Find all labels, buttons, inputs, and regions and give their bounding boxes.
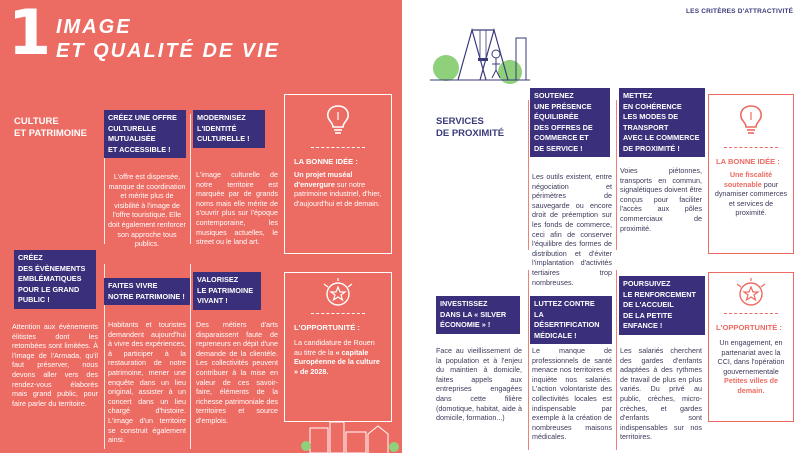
tag-medical-desert: LUTTEZ CONTRE LA DÉSERTIFICATION MÉDICALE ! — [530, 296, 612, 344]
good-idea-text: Un projet muséal d'envergure sur notre patrimoine industriel, d'hier, d'aujourd'hui et de demain. — [294, 170, 382, 208]
divider — [616, 100, 617, 250]
opportunity-title: L'OPPORTUNITÉ : — [294, 323, 360, 332]
right-section-title: SERVICES DE PROXIMITÉ — [436, 116, 505, 139]
tag-early-childhood: POURSUIVEZ LE RENFORCEMENT DE L'ACCUEIL DE LA PETITE ENFANCE ! — [619, 276, 705, 335]
divider — [190, 114, 191, 244]
lightbulb-icon — [735, 102, 767, 138]
text-commerce-tools: Les outils existent, entre négociation et périmètres de sauvegarde ou encore droit de préemption sur les fonds de commerce, ceci afin de conserver l'équilibre des formes de distribution et d'éviter l'implantation d'activités tertiaires trop nombreuses. — [532, 172, 612, 287]
left-section-title: CULTURE ET PATRIMOINE — [14, 116, 88, 139]
text-events: Attention aux évènements élitistes dont les retombées sont limitées. À l'image de l'Armada, qu'il faut préserver, nous devons aller vers des rendez-vous élaborés mais grand public, pour faire parler du territoire. — [12, 322, 98, 408]
top-right-label: LES CRITÈRES D'ATTRACTIVITÉ — [686, 8, 794, 15]
tag-living-heritage: VALORISEZ LE PATRIMOINE VIVANT ! — [193, 272, 261, 310]
title-line-2: ET QUALITÉ DE VIE — [56, 40, 281, 62]
star-icon — [733, 278, 769, 310]
playground-illustration — [430, 18, 530, 86]
tag-heritage-alive: FAITES VIVRE NOTRE PATRIMOINE ! — [104, 278, 190, 305]
cityscape-illustration — [300, 420, 400, 453]
good-idea-text-right: Une fiscalité soutenable pour dynamiser commerces et services de proximité. — [714, 170, 788, 218]
tag-silver-economy: INVESTISSEZ DANS LA « SILVER ÉCONOMIE » ! — [436, 296, 520, 334]
divider — [190, 264, 191, 449]
good-idea-title: LA BONNE IDÉE : — [294, 157, 358, 166]
divider — [528, 270, 529, 450]
tag-create-cultural-offer: CRÉEZ UNE OFFRE CULTURELLE MUTUALISÉE ET ACCESSIBLE ! — [104, 110, 186, 158]
divider — [616, 270, 617, 450]
text-transport: Voies piétonnes, transports en commun, signalétiques doivent être conçus pour faciliter l'accès aux pôles commerciaux de proximité. — [620, 166, 702, 233]
opportunity-text: La candidature de Rouen au titre de la « capitale Européenne de la culture » de 2028. — [294, 338, 380, 376]
text-heritage: Habitants et touristes demandent aujourd'hui à vivre des expériences, à participer à la restauration de notre patrimoine, mener une enquête dans un lieu original, assister à un concert dans un lieu chargé d'histoire. L'image d'un territoire se construit également ainsi. — [108, 320, 186, 445]
opportunity-title-right: L'OPPORTUNITÉ : — [716, 323, 782, 332]
tag-support-commerce: SOUTENEZ UNE PRÉSENCE ÉQUILIBRÉE DES OFFRES DE COMMERCE ET DE SERVICE ! — [530, 88, 610, 157]
text-cultural-offer: L'offre est dispersée, manque de coordination et mérite plus de visibilité à l'image de l'offre touristique. Elle doit également renforcer son approche tous publics. — [108, 172, 186, 249]
text-silver-economy: Face au vieillissement de la population et à l'enjeu du maintien à domicile, faites appels aux entreprises engagées dans cette filière (domotique, habitat, aide à domicile, formation...) — [436, 346, 522, 423]
title-line-1: IMAGE — [56, 16, 132, 38]
star-icon — [320, 278, 356, 310]
divider — [528, 100, 529, 250]
chapter-number: 1 — [8, 0, 52, 69]
text-cultural-identity: L'image culturelle de notre territoire est marquée par de grands noms mais elle mérite de s'ouvrir plus sur l'époque contemporaine, les musiques actuelles, le street ou le land art. — [196, 170, 278, 247]
text-childcare: Les salariés cherchent des gardes d'enfants adaptées à des rythmes de travail de plus en plus variés. Du privé au public, crèches, micro-crèches, et gardes d'enfants sont indispensables sur nos territoires. — [620, 346, 702, 442]
tag-create-events: CRÉEZ DES ÉVÈNEMENTS EMBLÉMATIQUES POUR LE GRAND PUBLIC ! — [14, 250, 96, 309]
tag-transport-coherence: METTEZ EN COHÉRENCE LES MODES DE TRANSPORT AVEC LE COMMERCE DE PROXIMITÉ ! — [619, 88, 705, 157]
text-medical: Le manque de professionnels de santé menace nos territoires et inquiète nos salariés. L'action volontariste des collectivités locales est indispensable par exemple à la création de nombreuses maisons médicales. — [532, 346, 612, 442]
lightbulb-icon — [322, 102, 354, 138]
tag-modernize-identity: MODERNISEZ L'IDENTITÉ CULTURELLE ! — [193, 110, 265, 148]
text-crafts: Des métiers d'arts disparaissent faute de repreneurs en dépit d'une demande de la clientèle. Les collectivités peuvent contribuer à la mise en valeur de ces savoir-faire, éléments de la richesse patrimoniale des territoires et source d'emplois. — [196, 320, 278, 425]
good-idea-title-right: LA BONNE IDÉE : — [716, 157, 780, 166]
opportunity-text-right: Un engagement, en partenariat avec la CCI, dans l'opération gouvernementale Petites villes de demain. — [717, 338, 785, 395]
